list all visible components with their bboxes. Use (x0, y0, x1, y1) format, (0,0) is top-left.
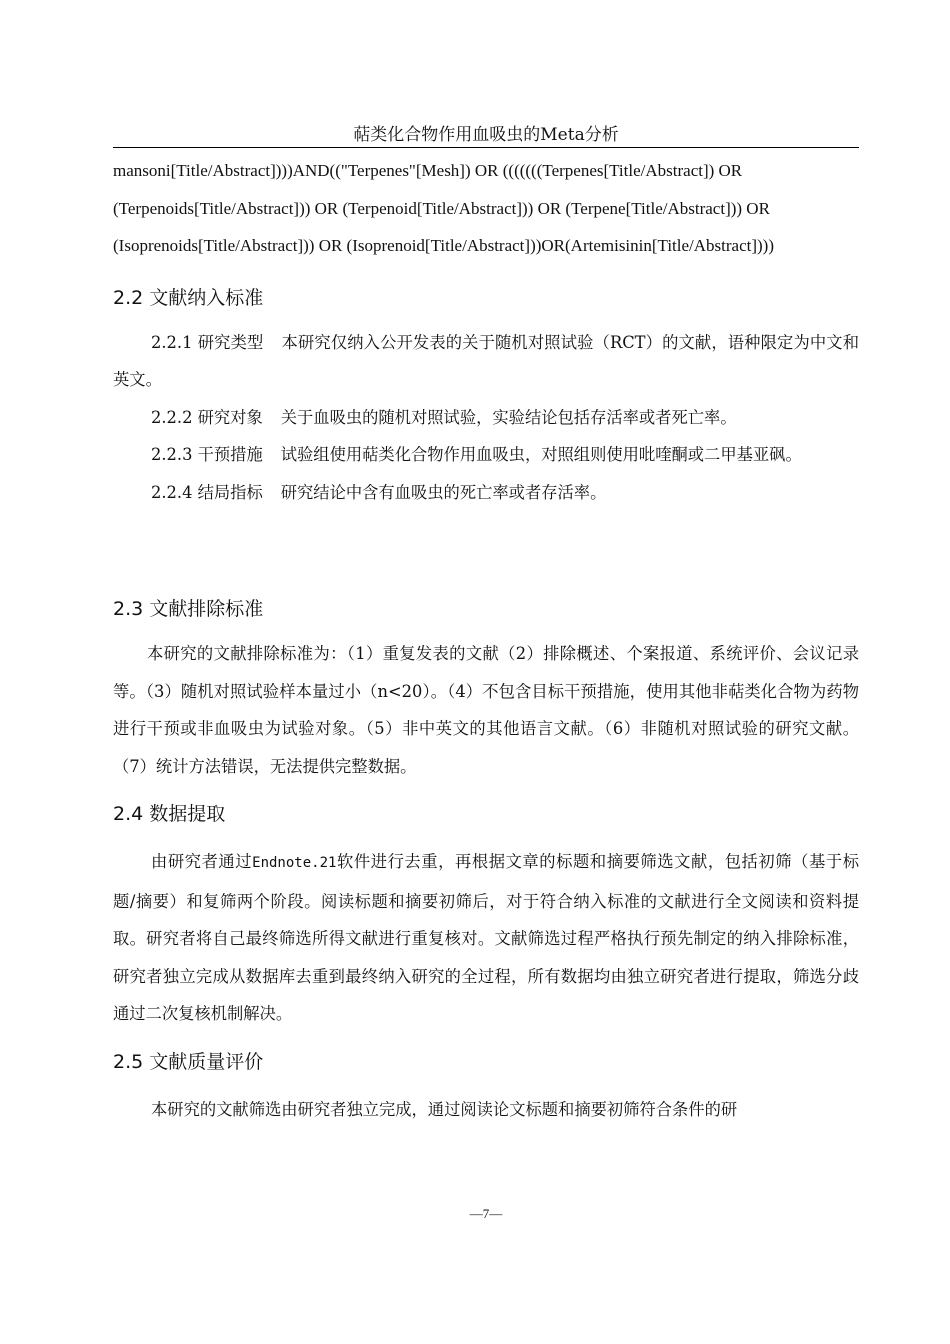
criterion-intervention (113, 436, 859, 474)
quality-assessment-paragraph: 本研究的文献筛选由研究者独立完成，通过阅读论文标题和摘要初筛符合条件的研 (151, 1099, 738, 1119)
search-query-line-2: (Terpenoids[Title/Abstract])) OR (Terpenoid[Title/Abstract])) OR (Terpene[Title/Abstract])) OR (113, 198, 770, 218)
criterion-outcome (113, 474, 859, 512)
data-extraction-paragraph: 由研究者通过Endnote.21软件进行去重，再根据文章的标题和摘要筛选文献，包括初筛（基于标题/摘要）和复筛两个阶段。阅读标题和摘要初筛后，对于符合纳入标准的文献进行全文阅读和资料提取。研究者将自己最终筛选所得文献进行重复核对。文献筛选过程严格执行预先制定的纳入排除标准，研究者独立完成从数据库去重到最终纳入研究的全过程，所有数据均由独立研究者进行提取，筛选分歧通过二次复核机制解决。 (113, 852, 859, 1023)
header-rule (113, 147, 859, 148)
search-query-line-1: mansoni[Title/Abstract])))AND(("Terpenes"[Mesh]) OR (((((((Terpenes[Title/Abstract]) OR (113, 161, 743, 180)
criterion-text: 本研究仅纳入公开发表的关于随机对照试验（RCT）的文献，语种限定为中文和英文。 (113, 332, 859, 389)
criterion-label: 2.2.3 干预措施 (151, 445, 263, 464)
page-body (113, 152, 859, 1128)
section-heading-2-2: 2.2 文献纳入标准 (113, 286, 264, 309)
criterion-text: 关于血吸虫的随机对照试验，实验结论包括存活率或者死亡率。 (280, 407, 737, 427)
page-number: —7— (469, 1206, 503, 1221)
criterion-label: 2.2.4 结局指标 (151, 482, 263, 502)
criterion-subject (113, 399, 859, 437)
criterion-study-type (113, 324, 859, 399)
running-header: 萜类化合物作用血吸虫的Meta分析 (353, 125, 619, 145)
exclusion-criteria-paragraph: 本研究的文献排除标准为：（1）重复发表的文献（2）排除概述、个案报道、系统评价、会议记录等。（3）随机对照试验样本量过小（n<20）。（4）不包含目标干预措施，使用其他非萜类化合物为药物进行干预或非血吸虫为试验对象。（5）非中英文的其他语言文献。（6）非随机对照试验的研究文献。（7）统计方法错误，无法提供完整数据。 (113, 644, 859, 776)
search-query-line-3: (Isoprenoids[Title/Abstract])) OR (Isoprenoid[Title/Abstract]))OR(Artemisinin[Title/Abstract]))) (113, 236, 774, 255)
section-heading-2-5: 2.5 文献质量评价 (113, 1050, 264, 1073)
criterion-label: 2.2.2 研究对象 (151, 407, 263, 427)
criterion-text: 试验组使用萜类化合物作用血吸虫，对照组则使用吡喹酮或二甲基亚砜。 (280, 445, 802, 464)
software-name: Endnote.21 (252, 855, 337, 871)
criterion-text: 研究结论中含有血吸虫的死亡率或者存活率。 (280, 482, 607, 502)
section-heading-2-3: 2.3 文献排除标准 (113, 598, 264, 620)
criterion-label: 2.2.1 研究类型 (151, 332, 264, 352)
section-heading-2-4: 2.4 数据提取 (113, 803, 226, 825)
